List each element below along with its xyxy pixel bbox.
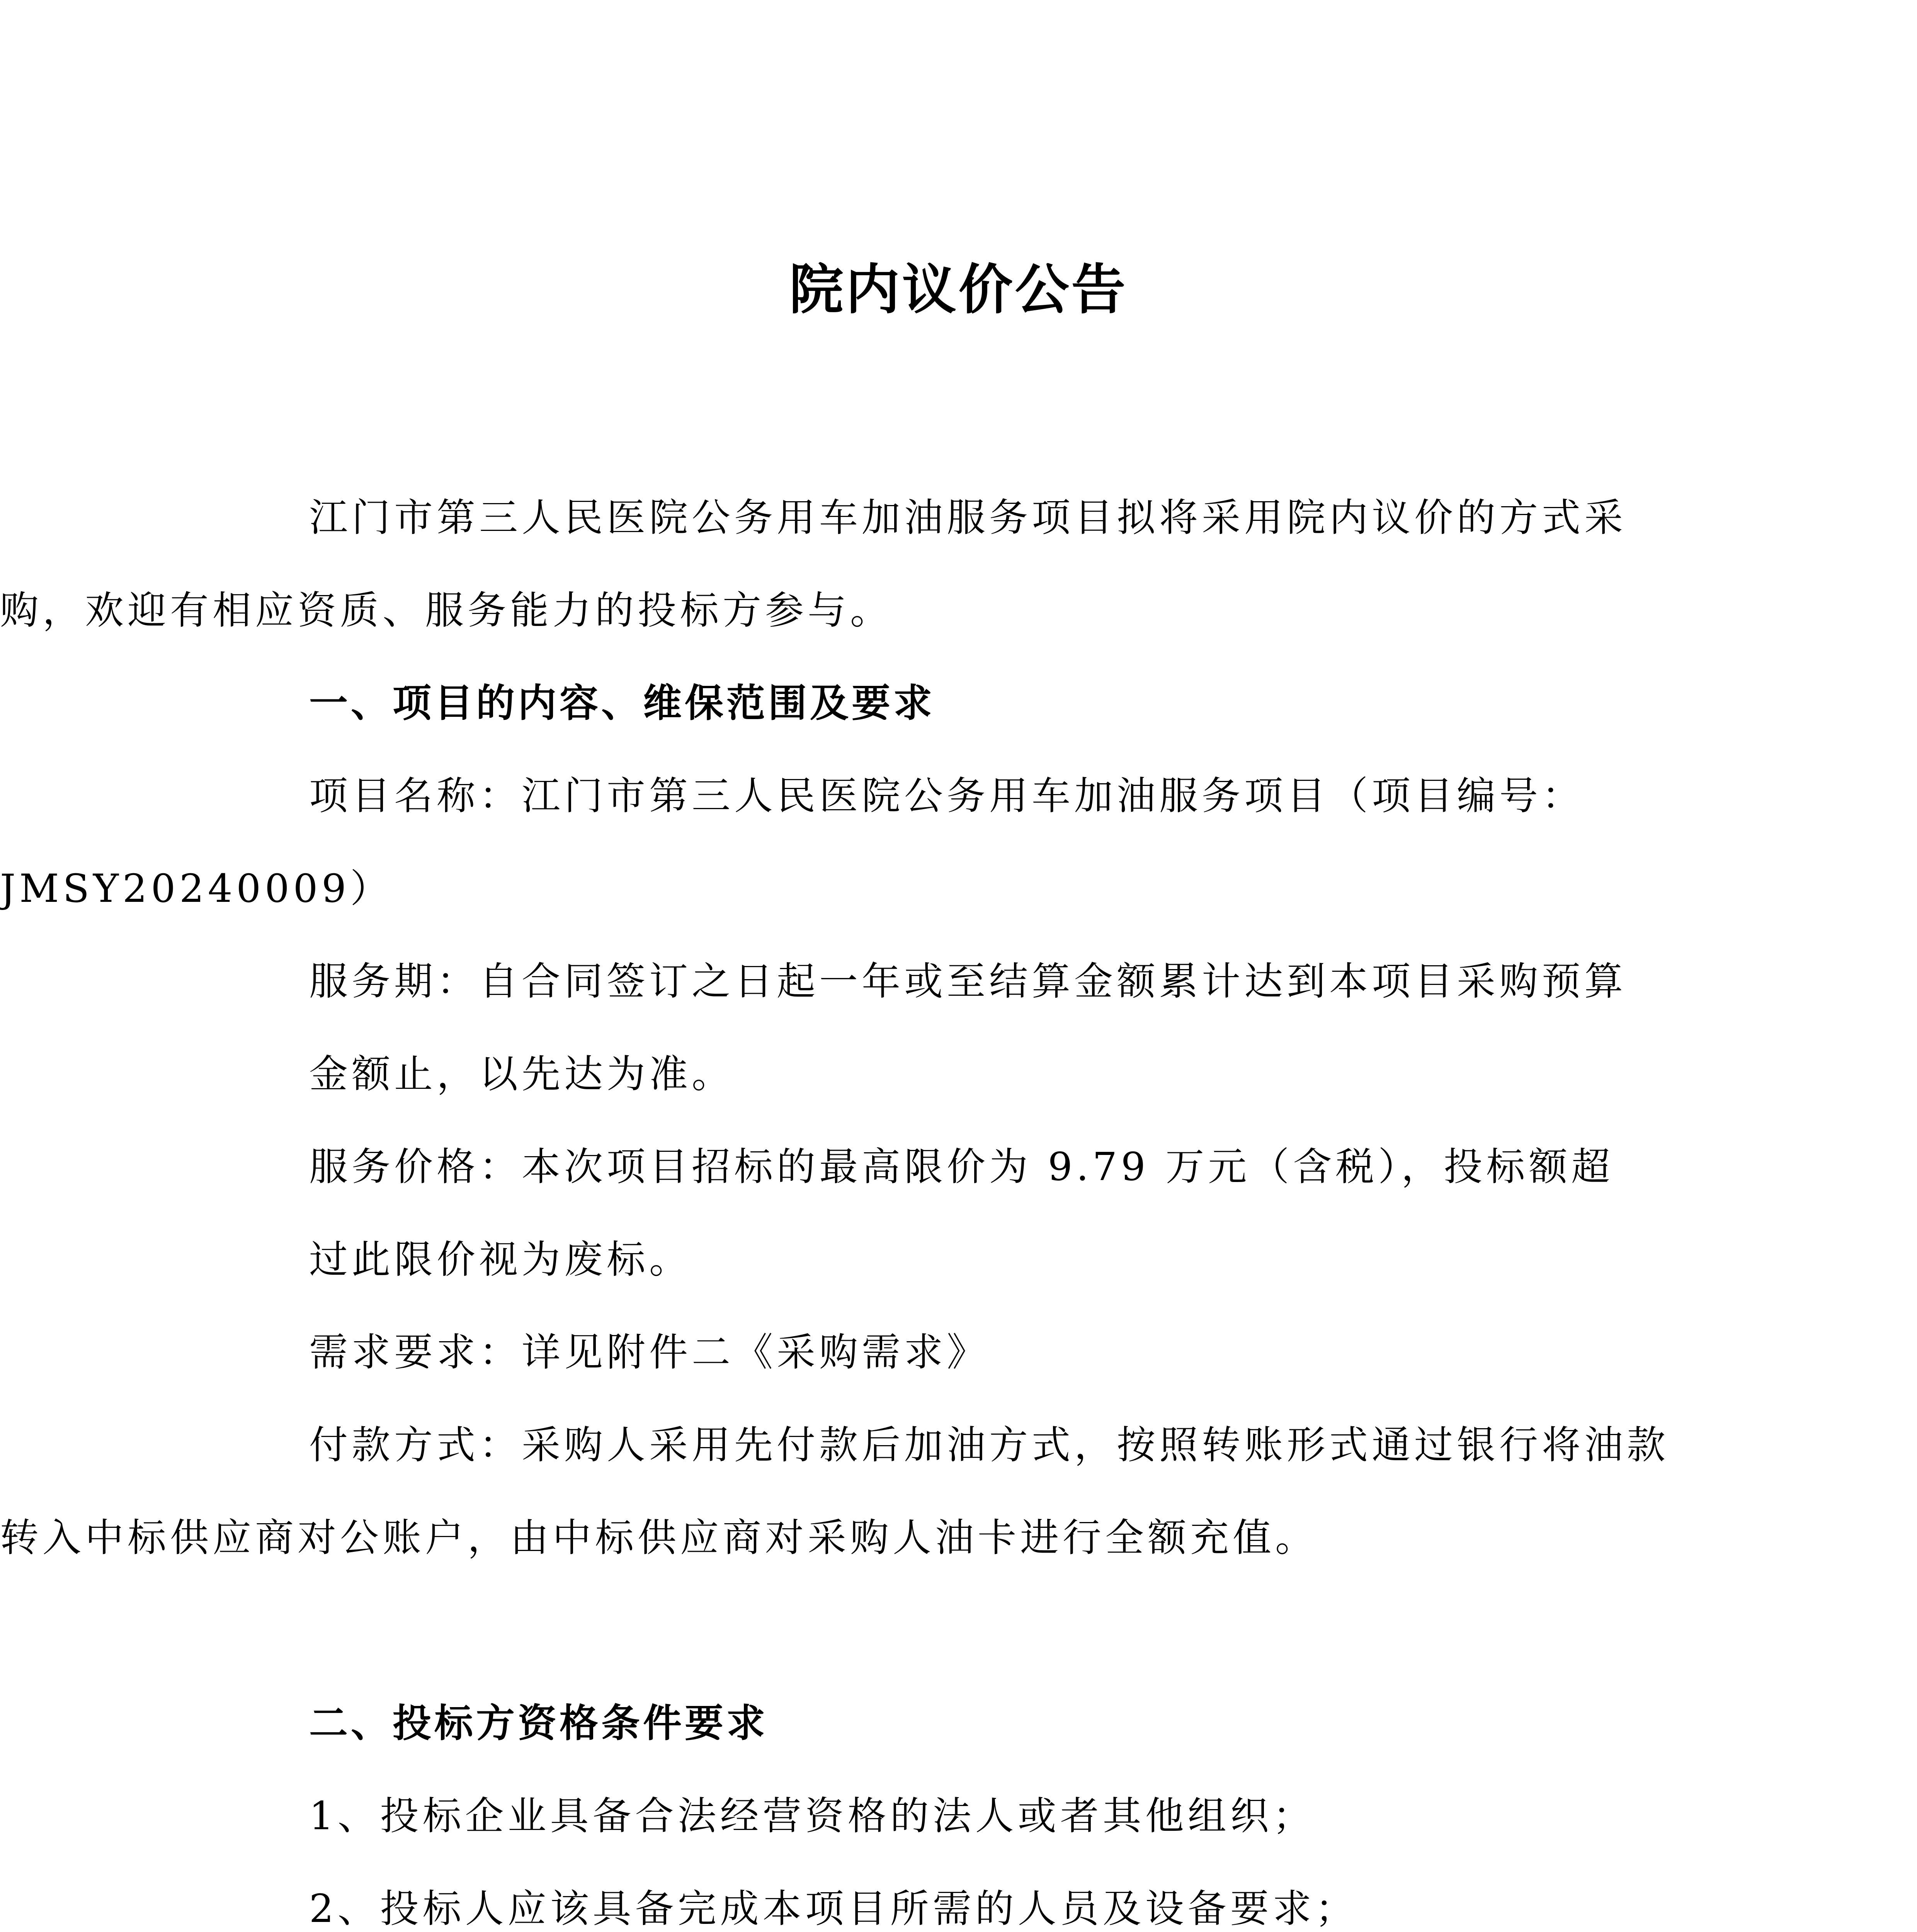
qualification-item-1: 1、投标企业具备合法经营资格的法人或者其他组织； xyxy=(309,1793,1315,1838)
service-period-line2: 金额止，以先达为准。 xyxy=(309,1051,734,1097)
project-name-paragraph: 项目名称：江门市第三人民医院公务用车加油服务项目（项目编号：JMSY20240009） xyxy=(0,773,1584,911)
intro-paragraph: 江门市第三人民医院公务用车加油服务项目拟将采用院内议价的方式采购，欢迎有相应资质、服务能力的投标方参与。 xyxy=(0,495,1627,633)
payment-paragraph: 付款方式：采购人采用先付款后加油方式，按照转账形式通过银行将油款转入中标供应商对公账户，由中标供应商对采购人油卡进行全额充值。 xyxy=(0,1422,1669,1560)
section-spacer xyxy=(309,1584,1708,1677)
service-period-line1: 服务期：自合同签订之日起一年或至结算金额累计达到本项目采购预算 xyxy=(309,959,1627,1004)
qualification-item-2: 2、投标人应该具备完成本项目所需的人员及设备要求； xyxy=(309,1886,1358,1931)
document-body xyxy=(0,471,1708,1932)
service-price-line1: 服务价格：本次项目招标的最高限价为 9.79 万元（含税），投标额超 xyxy=(309,1144,1614,1189)
service-price-line2: 过此限价视为废标。 xyxy=(309,1237,692,1282)
page-title: 院内议价公告 xyxy=(789,258,1128,321)
section1-heading: 一、项目的内容、维保范围及要求 xyxy=(309,680,935,726)
requirements-paragraph: 需求要求：详见附件二《采购需求》 xyxy=(309,1330,989,1375)
section2-heading: 二、投标方资格条件要求 xyxy=(309,1701,768,1746)
